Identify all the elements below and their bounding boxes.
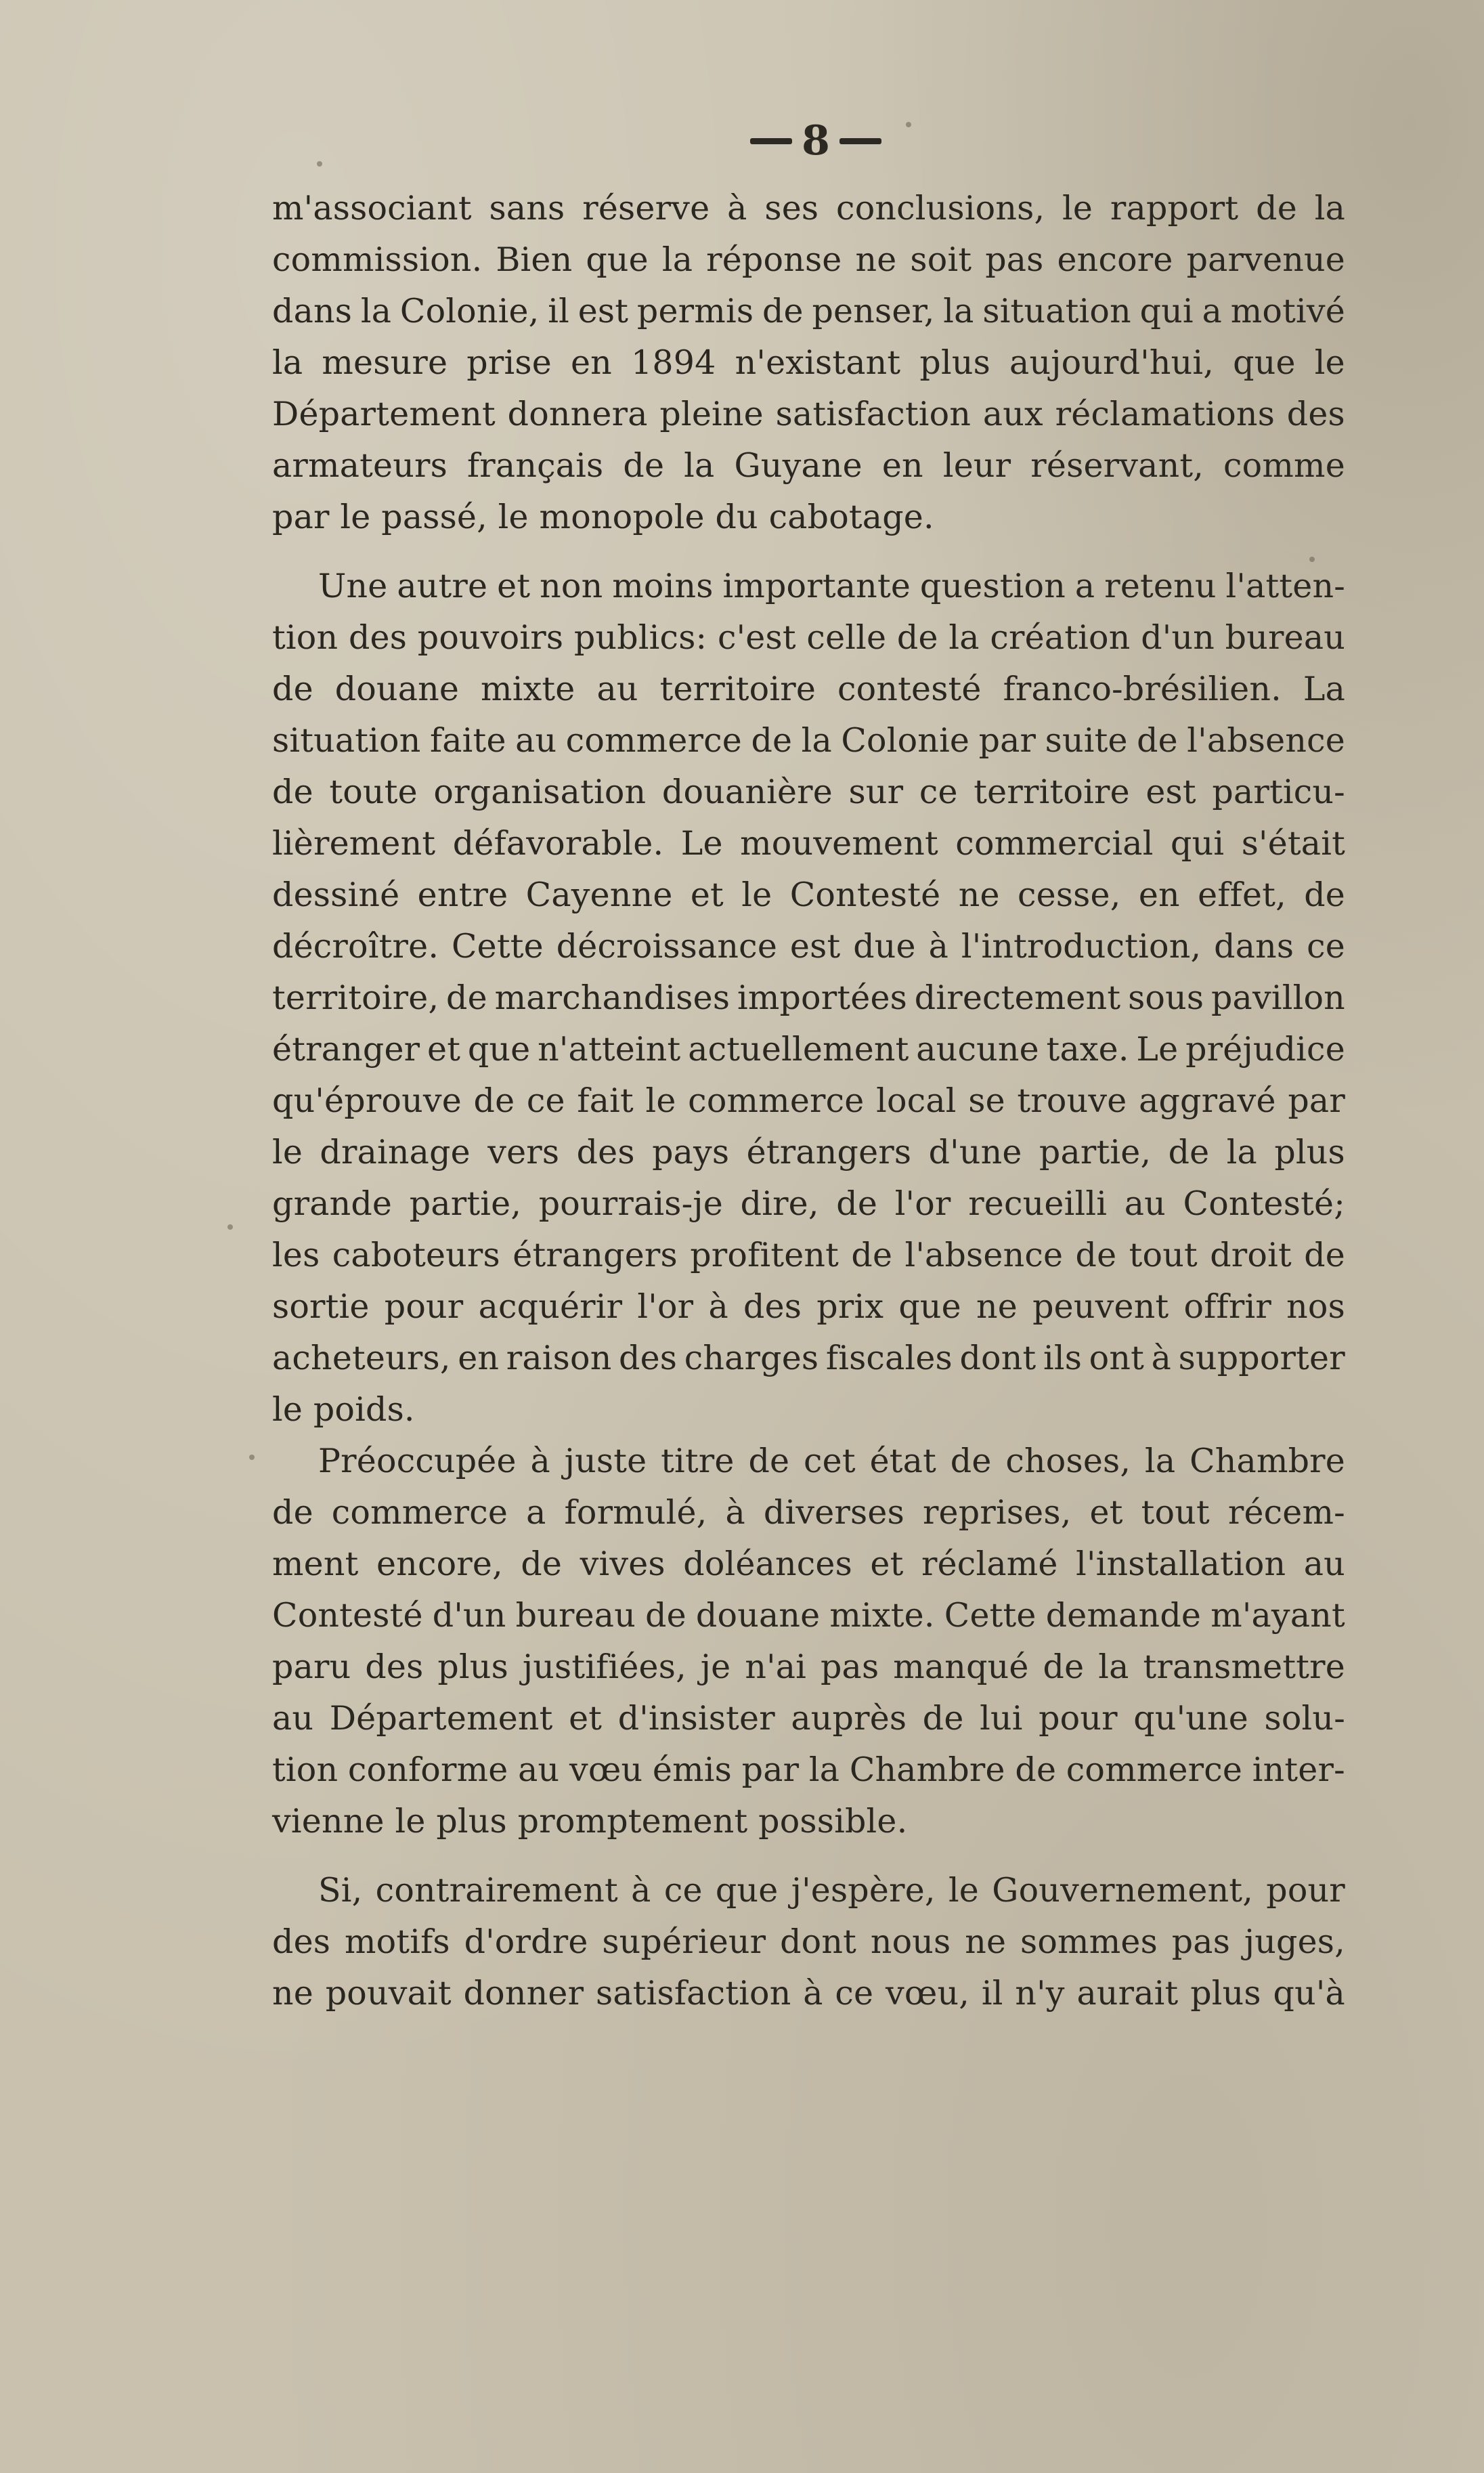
- text-line: acheteurs, en raison des charges fiscales dont ils ont à supporter: [272, 1339, 1345, 1377]
- paragraph: [272, 183, 1345, 543]
- text-line: ment encore, de vives doléances et réclamé l'installation au: [272, 1545, 1345, 1583]
- text-line: étranger et que n'atteint actuellement aucune taxe. Le préjudice: [272, 1030, 1345, 1069]
- text-line: des motifs d'ordre supérieur dont nous ne sommes pas juges,: [272, 1922, 1345, 1961]
- text-line: la mesure prise en 1894 n'existant plus aujourd'hui, que le: [272, 343, 1345, 382]
- page-folio: [738, 114, 894, 168]
- paragraph-gap: [272, 1847, 1345, 1865]
- folio-right-rule: [839, 138, 881, 144]
- text-line: grande partie, pourrais-je dire, de l'or recueilli au Contesté;: [272, 1184, 1345, 1223]
- body-text: [272, 183, 1345, 2019]
- text-line: décroître. Cette décroissance est due à l'introduction, dans ce: [272, 927, 1345, 966]
- text-line: le drainage vers des pays étrangers d'une partie, de la plus: [272, 1133, 1345, 1171]
- text-line: qu'éprouve de ce fait le commerce local se trouve aggravé par: [272, 1081, 1345, 1120]
- paragraph-gap: [272, 543, 1345, 561]
- paper-speck: [249, 1455, 255, 1460]
- paragraph: [272, 1865, 1345, 2019]
- text-line: au Département et d'insister auprès de lui pour qu'une solu-: [272, 1699, 1345, 1738]
- text-line: vienne le plus promptement possible.: [272, 1802, 908, 1841]
- text-line: lièrement défavorable. Le mouvement commercial qui s'était: [272, 824, 1345, 863]
- text-line: commission. Bien que la réponse ne soit pas encore parvenue: [272, 240, 1345, 279]
- paper-speck: [317, 161, 322, 167]
- text-line: dessiné entre Cayenne et le Contesté ne cesse, en effet, de: [272, 876, 1345, 914]
- text-line: par le passé, le monopole du cabotage.: [272, 498, 934, 536]
- paper-speck: [227, 1224, 233, 1230]
- text-line: ne pouvait donner satisfaction à ce vœu, il n'y aurait plus qu'à: [272, 1974, 1345, 2013]
- text-line: de douane mixte au territoire contesté franco-brésilien. La: [272, 670, 1345, 708]
- text-line: paru des plus justifiées, je n'ai pas manqué de la transmettre: [272, 1648, 1345, 1686]
- text-line: sortie pour acquérir l'or à des prix que ne peuvent offrir nos: [272, 1287, 1345, 1326]
- paper-speck: [906, 122, 911, 127]
- text-line: Contesté d'un bureau de douane mixte. Cette demande m'ayant: [272, 1596, 1345, 1635]
- text-line: le poids.: [272, 1390, 415, 1429]
- text-line: m'associant sans réserve à ses conclusions, le rapport de la: [272, 189, 1345, 228]
- text-line: situation faite au commerce de la Colonie par suite de l'absence: [272, 721, 1345, 760]
- paragraph: [272, 1436, 1345, 1847]
- text-line: Si, contrairement à ce que j'espère, le Gouvernement, pour: [318, 1871, 1345, 1910]
- paragraph: [272, 561, 1345, 1436]
- folio-left-rule: [750, 138, 792, 144]
- text-line: de toute organisation douanière sur ce territoire est particu-: [272, 773, 1345, 811]
- text-line: Une autre et non moins importante question a retenu l'atten-: [318, 567, 1345, 605]
- text-line: tion conforme au vœu émis par la Chambre de commerce inter-: [272, 1750, 1345, 1789]
- text-line: Département donnera pleine satisfaction aux réclamations des: [272, 395, 1345, 433]
- text-line: dans la Colonie, il est permis de penser, la situation qui a motivé: [272, 292, 1345, 330]
- text-line: territoire, de marchandises importées directement sous pavillon: [272, 979, 1345, 1017]
- text-line: armateurs français de la Guyane en leur réservant, comme: [272, 446, 1345, 485]
- paper-speck: [1309, 557, 1315, 562]
- text-line: les caboteurs étrangers profitent de l'absence de tout droit de: [272, 1236, 1345, 1274]
- page-number: 8: [802, 117, 830, 165]
- text-line: de commerce a formulé, à diverses reprises, et tout récem-: [272, 1493, 1345, 1532]
- text-line: tion des pouvoirs publics: c'est celle de la création d'un bureau: [272, 618, 1345, 657]
- text-line: Préoccupée à juste titre de cet état de choses, la Chambre: [318, 1442, 1345, 1480]
